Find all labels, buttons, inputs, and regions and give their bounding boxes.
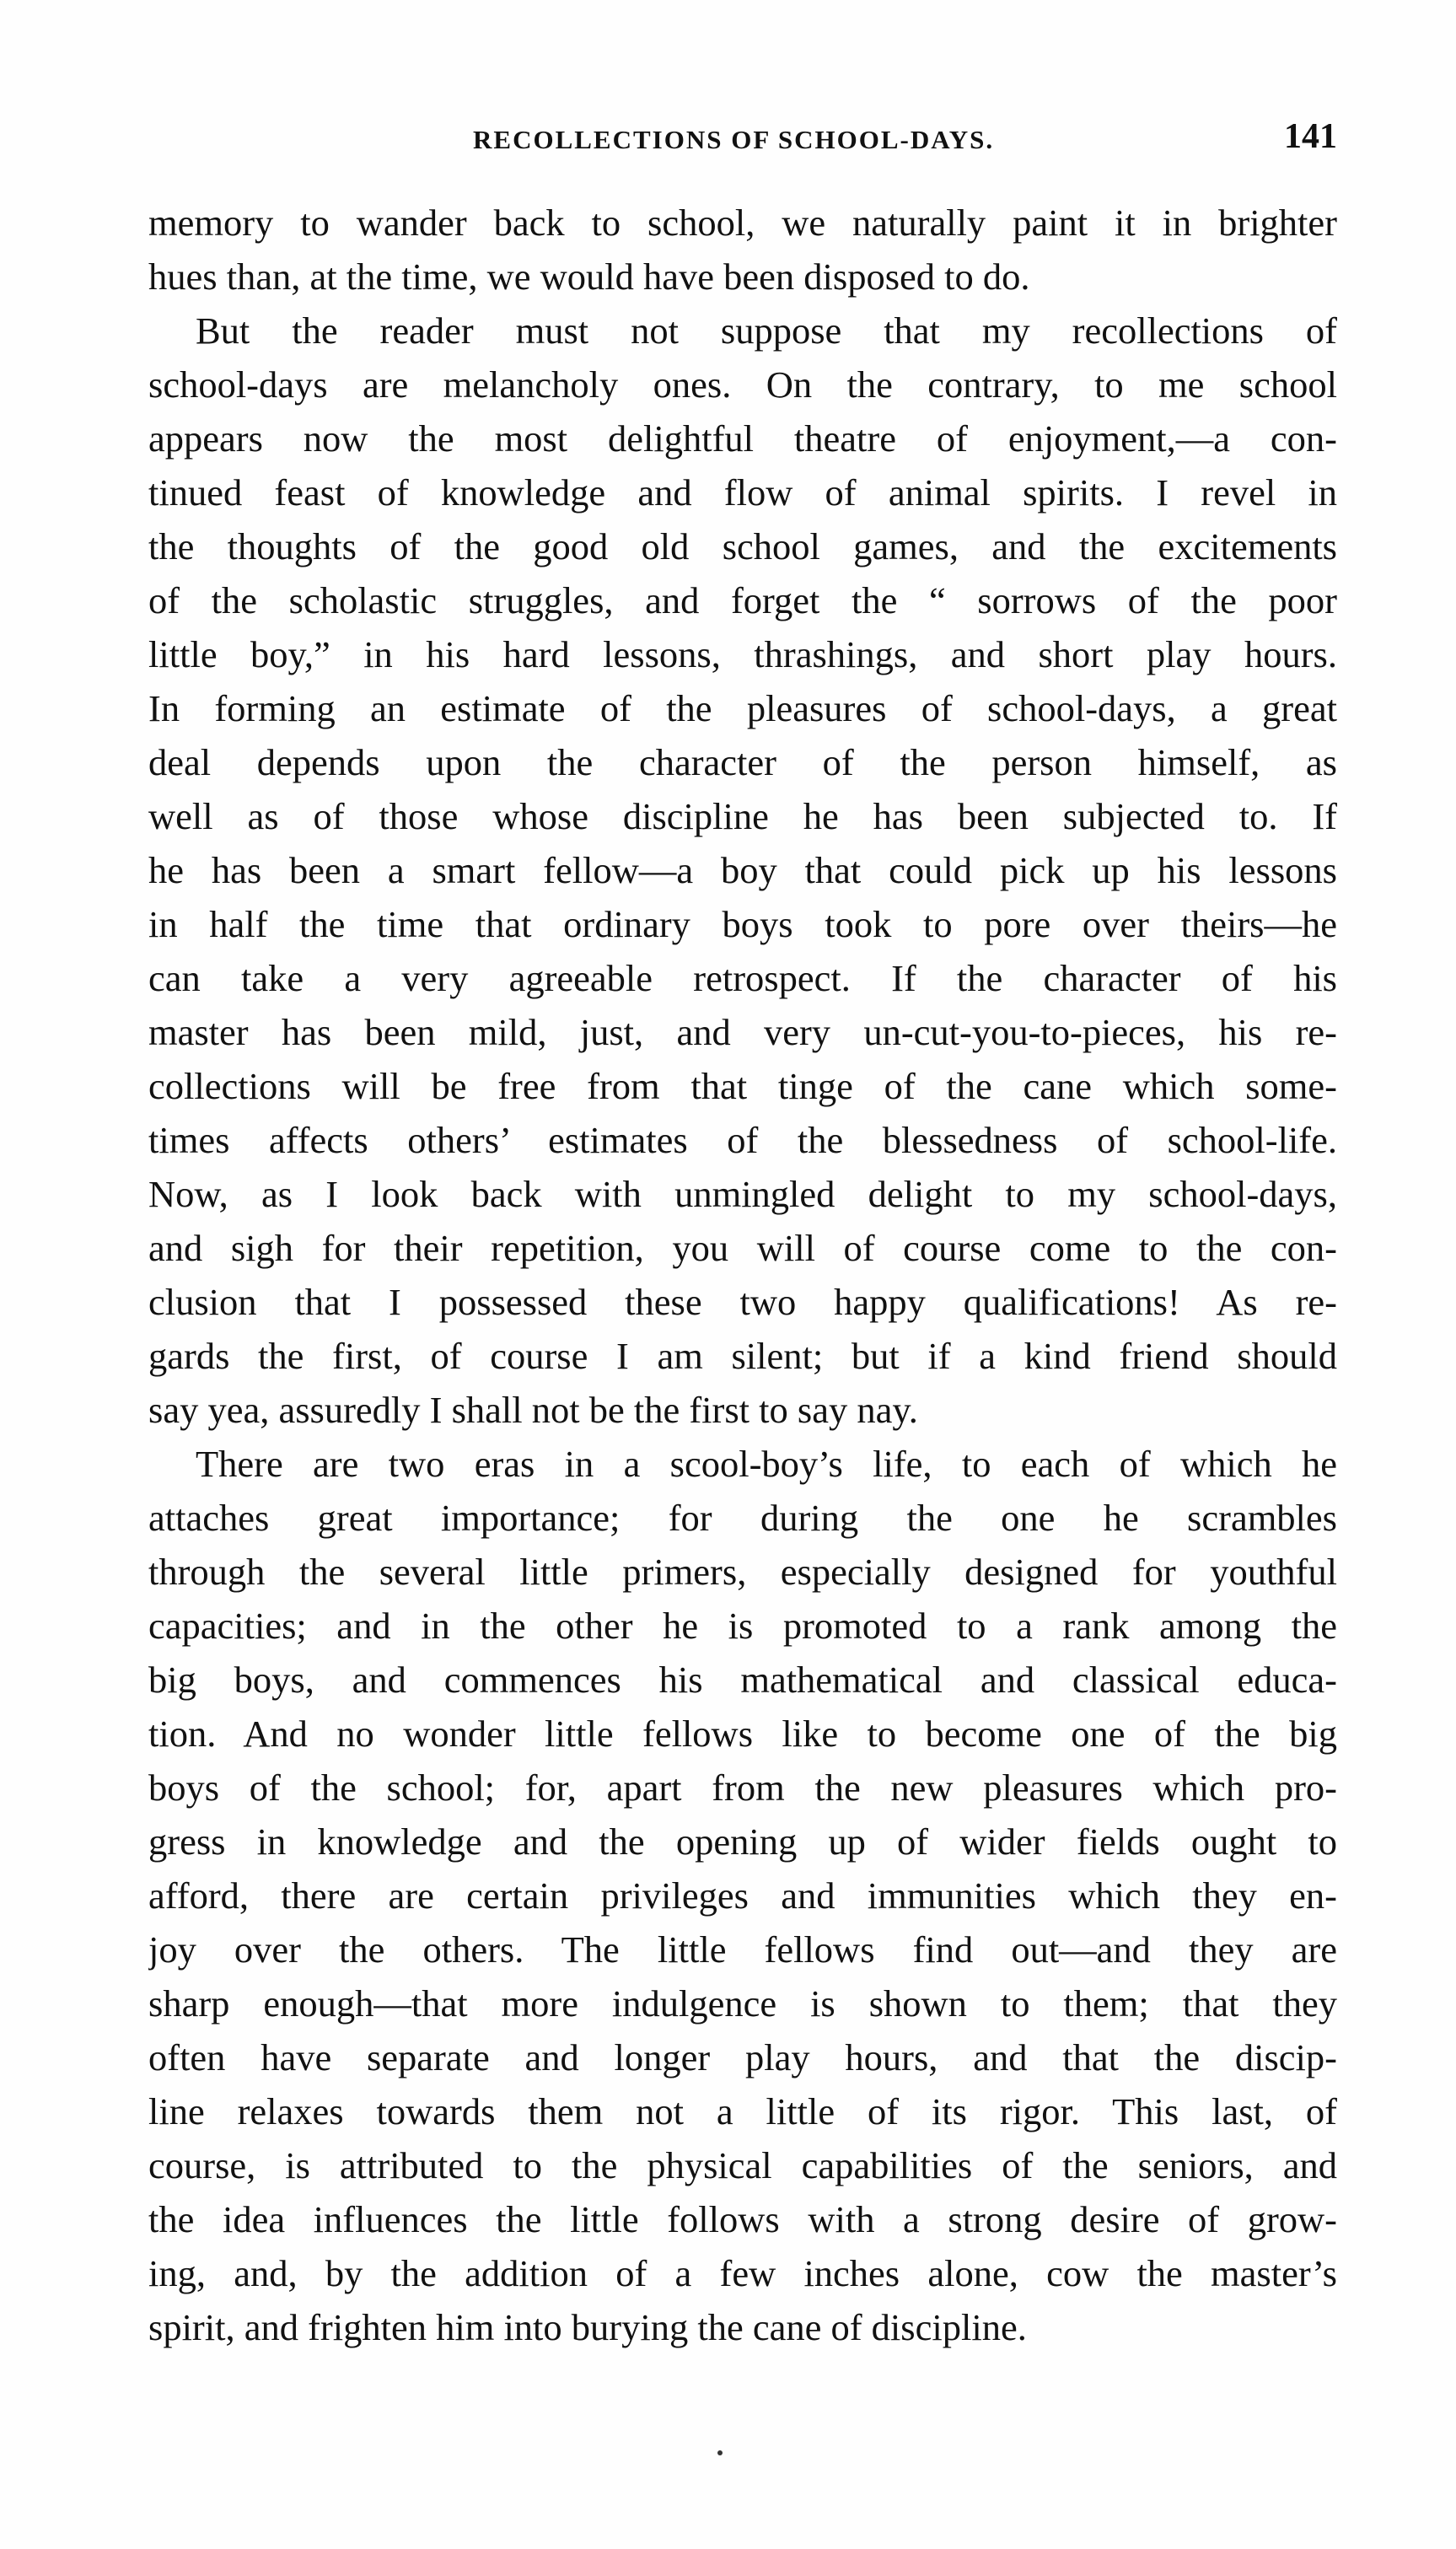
text-line: memory to wander back to school, we naturally paint it in brighter bbox=[148, 202, 1337, 244]
text-line: say yea, assuredly I shall not be the first to say nay. bbox=[148, 1389, 918, 1431]
body-text bbox=[148, 196, 1337, 2354]
paragraph bbox=[148, 1437, 1337, 2354]
text-line: In forming an estimate of the pleasures of school-days, a great bbox=[148, 687, 1337, 729]
text-line: sharp enough—that more indulgence is shown to them; that they bbox=[148, 1982, 1337, 2025]
text-line: he has been a smart fellow—a boy that could pick up his lessons bbox=[148, 849, 1337, 891]
paragraph bbox=[148, 304, 1337, 1437]
text-line: spirit, and frighten him into burying the cane of discipline. bbox=[148, 2306, 1027, 2348]
text-line: appears now the most delightful theatre of enjoyment,—a con- bbox=[148, 417, 1337, 460]
text-line: master has been mild, just, and very un-cut-you-to-pieces, his re- bbox=[148, 1011, 1337, 1053]
page-header bbox=[148, 116, 1337, 167]
text-line: can take a very agreeable retrospect. If the character of his bbox=[148, 957, 1337, 999]
text-line: joy over the others. The little fellows find out—and they are bbox=[148, 1928, 1337, 1971]
text-line: collections will be free from that tinge of the cane which some- bbox=[148, 1065, 1337, 1107]
text-line: deal depends upon the character of the person himself, as bbox=[148, 741, 1337, 783]
text-line: through the several little primers, especially designed for youthful bbox=[148, 1551, 1337, 1593]
text-line: gress in knowledge and the opening up of wider fields ought to bbox=[148, 1820, 1337, 1863]
text-line: ing, and, by the addition of a few inches alone, cow the master’s bbox=[148, 2252, 1337, 2294]
text-line: clusion that I possessed these two happy qualifications! As re- bbox=[148, 1281, 1337, 1323]
text-line: hues than, at the time, we would have been disposed to do. bbox=[148, 255, 1030, 298]
text-line: often have separate and longer play hours, and that the discip- bbox=[148, 2036, 1337, 2078]
text-line: afford, there are certain privileges and immunities which they en- bbox=[148, 1874, 1337, 1917]
text-line: There are two eras in a scool-boy’s life, to each of which he bbox=[196, 1443, 1337, 1485]
text-line: little boy,” in his hard lessons, thrashings, and short play hours. bbox=[148, 633, 1337, 675]
printer-mark bbox=[717, 2450, 723, 2455]
text-line: But the reader must not suppose that my recollections of bbox=[196, 309, 1337, 352]
text-line: attaches great importance; for during the one he scrambles bbox=[148, 1497, 1337, 1539]
text-line: tinued feast of knowledge and flow of animal spirits. I revel in bbox=[148, 471, 1337, 514]
text-line: gards the first, of course I am silent; but if a kind friend should bbox=[148, 1335, 1337, 1377]
text-line: the idea influences the little follows with a strong desire of grow- bbox=[148, 2198, 1337, 2240]
text-line: school-days are melancholy ones. On the contrary, to me school bbox=[148, 363, 1337, 406]
text-line: in half the time that ordinary boys took to pore over theirs—he bbox=[148, 903, 1337, 945]
text-line: the thoughts of the good old school games, and the excitements bbox=[148, 525, 1337, 567]
text-line: line relaxes towards them not a little of its rigor. This last, of bbox=[148, 2090, 1337, 2132]
text-line: of the scholastic struggles, and forget the “ sorrows of the poor bbox=[148, 579, 1337, 621]
running-title: RECOLLECTIONS OF SCHOOL-DAYS. bbox=[473, 125, 995, 154]
paragraph bbox=[148, 196, 1337, 304]
text-line: Now, as I look back with unmingled delight to my school-days, bbox=[148, 1173, 1337, 1215]
text-line: well as of those whose discipline he has been subjected to. If bbox=[148, 795, 1337, 837]
text-line: big boys, and commences his mathematical and classical educa- bbox=[148, 1659, 1337, 1701]
text-line: and sigh for their repetition, you will of course come to the con- bbox=[148, 1227, 1337, 1269]
text-line: boys of the school; for, apart from the new pleasures which pro- bbox=[148, 1767, 1337, 1809]
text-line: tion. And no wonder little fellows like to become one of the big bbox=[148, 1713, 1337, 1755]
text-line: capacities; and in the other he is promoted to a rank among the bbox=[148, 1605, 1337, 1647]
text-line: course, is attributed to the physical capabilities of the seniors, and bbox=[148, 2144, 1337, 2186]
text-line: times affects others’ estimates of the blessedness of school-life. bbox=[148, 1119, 1337, 1161]
page-number: 141 bbox=[1284, 117, 1337, 156]
